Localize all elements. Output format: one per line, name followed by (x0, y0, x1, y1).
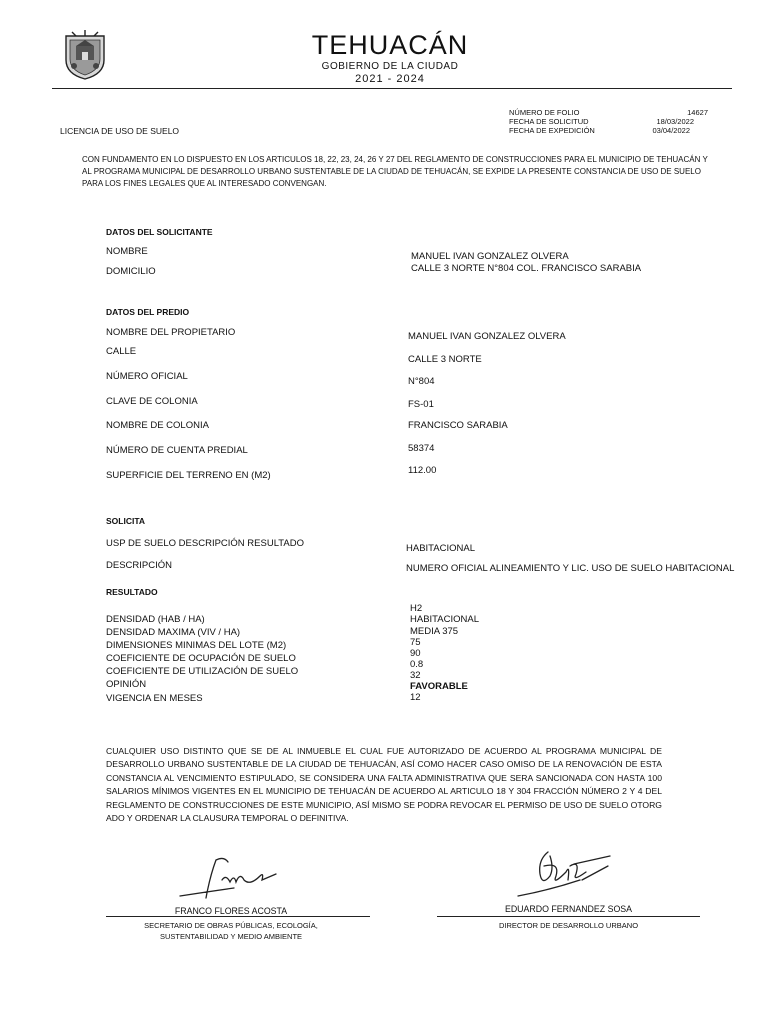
sanction-warning-paragraph: CUALQUIER USO DISTINTO QUE SE DE AL INMUEBLE EL CUAL FUE AUTORIZADO DE ACUERDO AL PROGRAMA MUNICIPAL DE DESARROLLO URBANO SUSTENTABLE DE LA CIUDAD DE TEHUACÁN, ASÍ COMO HACER CASO OMISO DE LA RENOVACIÓN DE ESTA CONSTANCIA AL VENCIMIENTO ESTIPULADO, SE CONSIDERA UNA FALTA ADMINISTRATIVA QUE SERA SANCIONADA CON HASTA 100 SALARIOS MÍNIMOS VIGENTES EN EL MUNICIPIO DE TEHUACÁN DE ACUERDO AL ARTICULO 18 Y 304 FRACCIÓN NÚMERO 2 Y 4 DEL REGLAMENTO DE CONSTRUCCIONES DE ESTE MUNICIPIO, ASÍ MISMO SE PODRA REVOCAR EL PERMISO DE USO DE SUELO OTORG ADO Y ORDENAR LA CLAUSURA TEMPORAL O DEFINITIVA. (106, 746, 662, 824)
left-signer-name: FRANCO FLORES ACOSTA (174, 906, 288, 916)
government-subtitle: GOBIERNO DE LA CIUDAD (321, 61, 459, 72)
tax-account-value: 58374 (408, 443, 435, 454)
right-signer-role: DIRECTOR DE DESARROLLO URBANO (498, 921, 639, 930)
description-value: NUMERO OFICIAL ALINEAMIENTO Y LIC. USO DE SUELO HABITACIONAL (406, 563, 735, 574)
colony-key-label: CLAVE DE COLONIA (106, 396, 198, 407)
result-value: H2 (410, 603, 423, 614)
government-period: 2021 - 2024 (355, 73, 425, 85)
result-value: 90 (410, 648, 421, 659)
request-date-label: FECHA DE SOLICITUD (509, 117, 589, 126)
result-label: VIGENCIA EN MESES (106, 693, 203, 704)
left-signature-icon (176, 852, 286, 904)
result-value: 75 (410, 637, 421, 648)
result-label: OPINIÓN (106, 679, 147, 690)
owner-value: MANUEL IVAN GONZALEZ OLVERA (408, 331, 566, 342)
result-value: 0.8 (410, 659, 424, 670)
issue-date-value: 03/04/2022 (652, 126, 690, 135)
left-signer-role-line1: SECRETARIO DE OBRAS PÚBLICAS, ECOLOGÍA, (144, 921, 318, 930)
folio-label: NÚMERO DE FOLIO (509, 108, 580, 117)
result-label: DENSIDAD (HAB / HA) (106, 614, 205, 625)
land-use-label: USP DE SUELO DESCRIPCIÓN RESULTADO (106, 538, 304, 549)
opinion-value: FAVORABLE (410, 681, 468, 692)
right-signer-name: EDUARDO FERNANDEZ SOSA (504, 904, 633, 914)
applicant-heading: DATOS DEL SOLICITANTE (106, 227, 213, 237)
result-heading: RESULTADO (106, 587, 158, 597)
colony-name-label: NOMBRE DE COLONIA (106, 420, 209, 431)
result-label: COEFICIENTE DE OCUPACIÓN DE SUELO (106, 653, 296, 664)
description-label: DESCRIPCIÓN (106, 560, 172, 571)
folio-value: 14627 (687, 108, 708, 117)
land-area-label: SUPERFICIE DEL TERRENO EN (M2) (106, 470, 271, 481)
city-name: TEHUACÁN (311, 30, 469, 60)
applicant-address-label: DOMICILIO (106, 266, 156, 277)
legal-basis-paragraph: CON FUNDAMENTO EN LO DISPUESTO EN LOS ARTICULOS 18, 22, 23, 24, 26 Y 27 DEL REGLAMENTO DE CONSTRUCCIONES PARA EL MUNICIPIO DE TEHUACÁN Y AL PROGRAMA MUNICIPAL DE DESARROLLO URBANO SUSTENTABLE DE LA CIUDAD DE TEHUACÁN, SE EXPIDE LA PRESENTE CONSTANCIA DE USO DE SUELO PARA LOS FINES LEGALES QUE AL INTERESADO CONVENGAN. (82, 155, 708, 188)
right-signature-icon (510, 846, 620, 902)
left-signature-line (106, 916, 370, 917)
land-area-value: 112.00 (408, 465, 437, 476)
request-heading: SOLICITA (106, 516, 146, 526)
applicant-name-label: NOMBRE (106, 246, 148, 257)
result-value: HABITACIONAL (410, 614, 479, 625)
owner-label: NOMBRE DEL PROPIETARIO (106, 327, 236, 338)
document-title: LICENCIA DE USO DE SUELO (60, 126, 180, 136)
result-value: 32 (410, 670, 421, 681)
header-divider (52, 88, 732, 89)
applicant-name-value: MANUEL IVAN GONZALEZ OLVERA (411, 251, 569, 262)
left-signer-role-line2: SUSTENTABILIDAD Y MEDIO AMBIENTE (159, 932, 303, 941)
result-value: MEDIA 375 (410, 626, 459, 637)
result-label: COEFICIENTE DE UTILIZACIÓN DE SUELO (106, 666, 299, 677)
right-signature-line (437, 916, 700, 917)
street-value: CALLE 3 NORTE (408, 354, 482, 365)
colony-key-value: FS-01 (408, 399, 434, 410)
official-number-label: NÚMERO OFICIAL (106, 371, 188, 382)
result-value: 12 (410, 692, 421, 703)
result-label: DENSIDAD MAXIMA (VIV / HA) (106, 627, 241, 638)
tax-account-label: NÚMERO DE CUENTA PREDIAL (106, 445, 248, 456)
request-date-value: 18/03/2022 (656, 117, 694, 126)
official-number-value: N°804 (408, 376, 435, 387)
result-label: DIMENSIONES MINIMAS DEL LOTE (M2) (106, 640, 287, 651)
issue-date-label: FECHA DE EXPEDICIÓN (509, 126, 595, 135)
colony-name-value: FRANCISCO SARABIA (408, 420, 508, 431)
street-label: CALLE (106, 346, 137, 357)
applicant-address-value: CALLE 3 NORTE N°804 COL. FRANCISCO SARABIA (411, 263, 642, 274)
property-heading: DATOS DEL PREDIO (106, 307, 190, 317)
land-use-value: HABITACIONAL (406, 543, 475, 554)
